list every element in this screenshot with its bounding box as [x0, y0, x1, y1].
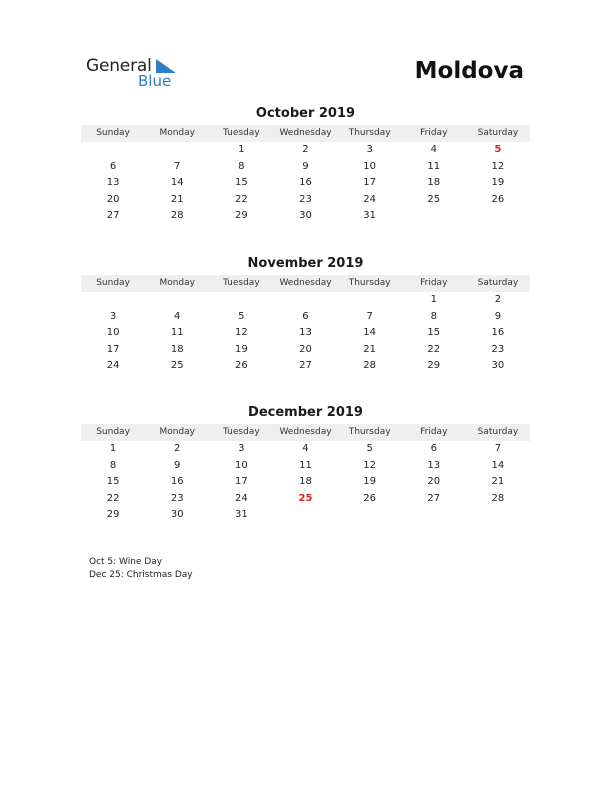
week-row: [81, 458, 530, 475]
day-cell: 23: [491, 343, 505, 355]
day-cell: 17: [106, 343, 120, 355]
weekday-label: Sunday: [96, 128, 130, 138]
holiday-note: Dec 25: Christmas Day: [89, 570, 193, 580]
day-cell: 23: [170, 492, 184, 504]
day-cell: 7: [174, 160, 181, 172]
day-cell: 26: [363, 492, 376, 504]
day-cell: 26: [234, 360, 248, 372]
day-cell: 27: [299, 360, 312, 372]
weekday-label: Thursday: [348, 128, 391, 138]
weekday-label: Wednesday: [279, 427, 332, 437]
day-cell: 4: [174, 310, 181, 322]
day-cell: 2: [302, 144, 309, 155]
day-cell: 10: [363, 160, 376, 172]
day-cell: 18: [299, 476, 312, 488]
day-cell: 10: [106, 327, 120, 339]
day-cell: 28: [491, 492, 505, 504]
day-cell: 23: [299, 193, 312, 205]
day-cell: 12: [234, 327, 248, 339]
day-cell: 1: [238, 144, 245, 155]
day-cell: 7: [366, 310, 373, 322]
weekday-label: Sunday: [96, 427, 130, 437]
week-row: [81, 507, 530, 524]
weekday-label: Friday: [420, 278, 448, 288]
day-cell: 15: [106, 476, 120, 488]
day-cell: 22: [427, 343, 441, 355]
day-cell: 11: [170, 327, 184, 339]
day-cell: 29: [234, 210, 248, 222]
empty-day-cell: [402, 208, 466, 225]
day-cell: 6: [109, 160, 117, 172]
day-cell: 25: [298, 492, 313, 504]
day-cell: 8: [430, 310, 437, 322]
day-cell: 13: [427, 459, 441, 471]
day-cell: 28: [363, 360, 376, 372]
day-cell: 8: [109, 459, 117, 471]
empty-day-cell: [466, 507, 530, 524]
day-cell: 4: [430, 144, 437, 155]
day-cell: 14: [363, 327, 376, 339]
day-cell: 9: [302, 160, 309, 172]
day-cell: 13: [106, 177, 120, 189]
country-title: Moldova: [414, 58, 524, 84]
day-cell: 31: [234, 509, 248, 521]
day-cell: 15: [427, 327, 441, 339]
week-row: [81, 325, 530, 342]
month-title: October 2019: [255, 106, 356, 121]
day-cell: 30: [491, 360, 505, 372]
holiday-notes: [89, 556, 193, 582]
day-cell: 12: [363, 459, 376, 471]
day-cell: 3: [366, 144, 373, 155]
day-cell: 3: [109, 310, 117, 322]
week-row: [81, 342, 530, 359]
weekday-label: Sunday: [96, 278, 130, 288]
week-row: [81, 192, 530, 209]
day-cell: 21: [170, 193, 184, 205]
day-cell: 5: [494, 144, 502, 155]
day-cell: 26: [491, 193, 505, 205]
day-cell: 27: [427, 492, 441, 504]
day-cell: 16: [170, 476, 184, 488]
logo-blue-text: Blue: [138, 72, 172, 90]
day-cell: 27: [106, 210, 120, 222]
day-cell: 15: [234, 177, 248, 189]
day-cell: 30: [170, 509, 184, 521]
empty-day-cell: [209, 292, 273, 309]
weekday-label: Monday: [159, 128, 195, 138]
empty-day-cell: [273, 292, 337, 309]
logo-general-text: General: [86, 56, 152, 76]
weekday-label: Thursday: [348, 427, 391, 437]
day-cell: 16: [491, 327, 505, 339]
day-cell: 19: [491, 177, 505, 189]
day-cell: 22: [106, 492, 120, 504]
day-cell: 25: [427, 193, 441, 205]
day-cell: 14: [491, 459, 505, 471]
day-cell: 16: [299, 177, 312, 189]
week-row: [81, 159, 530, 176]
weekday-label: Monday: [159, 278, 195, 288]
weekday-label: Saturday: [477, 427, 519, 437]
week-row: [81, 474, 530, 491]
weekday-header-row: [81, 275, 530, 292]
weekday-label: Saturday: [477, 128, 519, 138]
weekday-label: Tuesday: [223, 278, 260, 288]
day-cell: 10: [234, 459, 248, 471]
empty-day-cell: [81, 292, 145, 309]
day-cell: 12: [491, 160, 505, 172]
weekday-label: Friday: [420, 128, 448, 138]
day-cell: 6: [302, 310, 309, 322]
day-cell: 17: [363, 177, 376, 189]
month-october: [81, 106, 530, 225]
empty-day-cell: [145, 142, 209, 159]
week-row: [81, 142, 530, 159]
day-cell: 11: [299, 459, 312, 471]
day-cell: 8: [238, 160, 245, 172]
day-cell: 2: [494, 294, 502, 305]
generalblue-logo: [86, 56, 186, 92]
holiday-note: Oct 5: Wine Day: [89, 557, 163, 567]
empty-day-cell: [338, 292, 402, 309]
day-cell: 20: [427, 476, 441, 488]
weekday-label: Tuesday: [223, 427, 260, 437]
week-row: [81, 292, 530, 309]
day-cell: 19: [234, 343, 248, 355]
day-cell: 28: [170, 210, 184, 222]
weekday-label: Monday: [159, 427, 195, 437]
day-cell: 21: [491, 476, 505, 488]
day-cell: 20: [299, 343, 312, 355]
week-row: [81, 491, 530, 508]
month-november: [81, 256, 530, 375]
empty-day-cell: [466, 208, 530, 225]
month-title: November 2019: [247, 256, 364, 271]
weekday-label: Wednesday: [279, 278, 332, 288]
day-cell: 6: [430, 443, 437, 454]
day-cell: 30: [299, 210, 312, 222]
month-title: December 2019: [248, 405, 363, 420]
month-december: [81, 405, 530, 524]
weekday-label: Tuesday: [223, 128, 260, 138]
day-cell: 9: [494, 310, 502, 322]
day-cell: 3: [238, 443, 245, 454]
week-row: [81, 208, 530, 225]
weekday-header-row: [81, 424, 530, 441]
empty-day-cell: [273, 507, 337, 524]
day-cell: 17: [234, 476, 248, 488]
day-cell: 18: [427, 177, 441, 189]
day-cell: 4: [302, 443, 309, 454]
day-cell: 29: [106, 509, 120, 521]
day-cell: 14: [170, 177, 184, 189]
day-cell: 18: [170, 343, 184, 355]
day-cell: 19: [363, 476, 376, 488]
day-cell: 5: [366, 443, 373, 454]
weekday-label: Thursday: [348, 278, 391, 288]
day-cell: 20: [106, 193, 120, 205]
day-cell: 24: [363, 193, 376, 205]
day-cell: 24: [106, 360, 120, 372]
week-row: [81, 175, 530, 192]
day-cell: 1: [430, 294, 437, 305]
day-cell: 1: [109, 443, 117, 454]
weekday-label: Friday: [420, 427, 448, 437]
week-row: [81, 441, 530, 458]
empty-day-cell: [81, 142, 145, 159]
day-cell: 11: [427, 160, 441, 172]
day-cell: 25: [170, 360, 184, 372]
day-cell: 5: [238, 310, 245, 322]
week-row: [81, 358, 530, 375]
logo-flag-icon: [154, 59, 176, 73]
day-cell: 7: [494, 443, 502, 454]
day-cell: 24: [234, 492, 248, 504]
day-cell: 22: [234, 193, 248, 205]
day-cell: 29: [427, 360, 441, 372]
day-cell: 13: [299, 327, 312, 339]
day-cell: 9: [174, 459, 181, 471]
day-cell: 21: [363, 343, 376, 355]
weekday-label: Wednesday: [279, 128, 332, 138]
empty-day-cell: [402, 507, 466, 524]
week-row: [81, 309, 530, 326]
day-cell: 2: [174, 443, 181, 454]
weekday-label: Saturday: [477, 278, 519, 288]
day-cell: 31: [363, 210, 376, 222]
weekday-header-row: [81, 125, 530, 142]
empty-day-cell: [338, 507, 402, 524]
empty-day-cell: [145, 292, 209, 309]
